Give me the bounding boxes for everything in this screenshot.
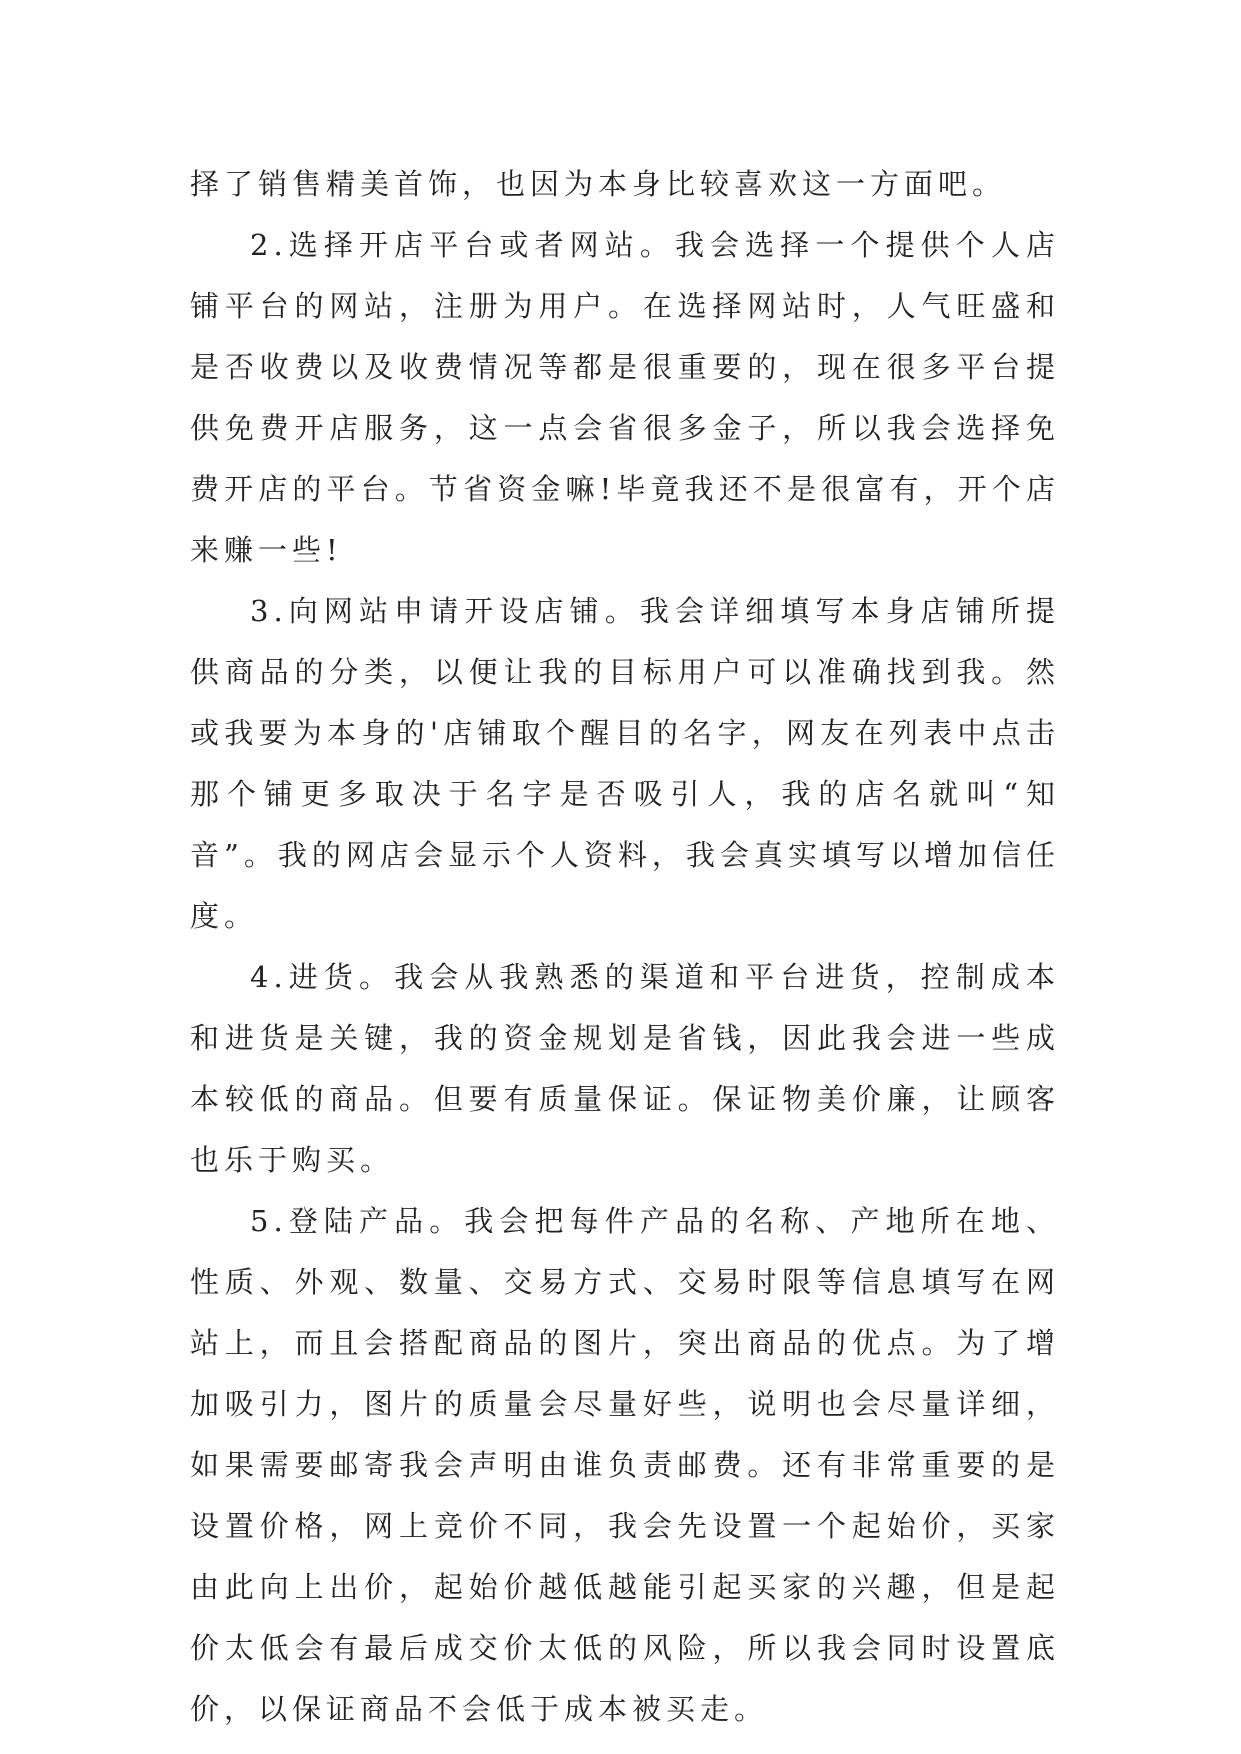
paragraph-continuation: 择了销售精美首饰，也因为本身比较喜欢这一方面吧。	[190, 167, 1007, 201]
paragraph-step-3: 3.向网站申请开设店铺。我会详细填写本身店铺所提供商品的分类，以便让我的目标用户可以准确找到我。然或我要为本身的'店铺取个醒目的名字，网友在列表中点击那个铺更多取决于名字是否吸引人，我的店名就叫“知音”。我的网店会显示个人资料，我会真实填写以增加信任度。	[190, 594, 1060, 933]
paragraph-step-2: 2.选择开店平台或者网站。我会选择一个提供个人店铺平台的网站，注册为用户。在选择网站时，人气旺盛和是否收费以及收费情况等都是很重要的，现在很多平台提供免费开店服务，这一点会省很多金子，所以我会选择免费开店的平台。节省资金嘛!毕竟我还不是很富有，开个店来赚一些!	[190, 228, 1060, 567]
document-body	[190, 154, 1060, 1740]
paragraph-step-4: 4.进货。我会从我熟悉的渠道和平台进货，控制成本和进货是关键，我的资金规划是省钱，因此我会进一些成本较低的商品。但要有质量保证。保证物美价廉，让顾客也乐于购买。	[190, 960, 1060, 1177]
paragraph-step-5: 5.登陆产品。我会把每件产品的名称、产地所在地、性质、外观、数量、交易方式、交易时限等信息填写在网站上，而且会搭配商品的图片，突出商品的优点。为了增加吸引力，图片的质量会尽量好些，说明也会尽量详细，如果需要邮寄我会声明由谁负责邮费。还有非常重要的是设置价格，网上竞价不同，我会先设置一个起始价，买家由此向上出价，起始价越低越能引起买家的兴趣，但是起价太低会有最后成交价太低的风险，所以我会同时设置底价，以保证商品不会低于成本被买走。	[190, 1204, 1060, 1726]
